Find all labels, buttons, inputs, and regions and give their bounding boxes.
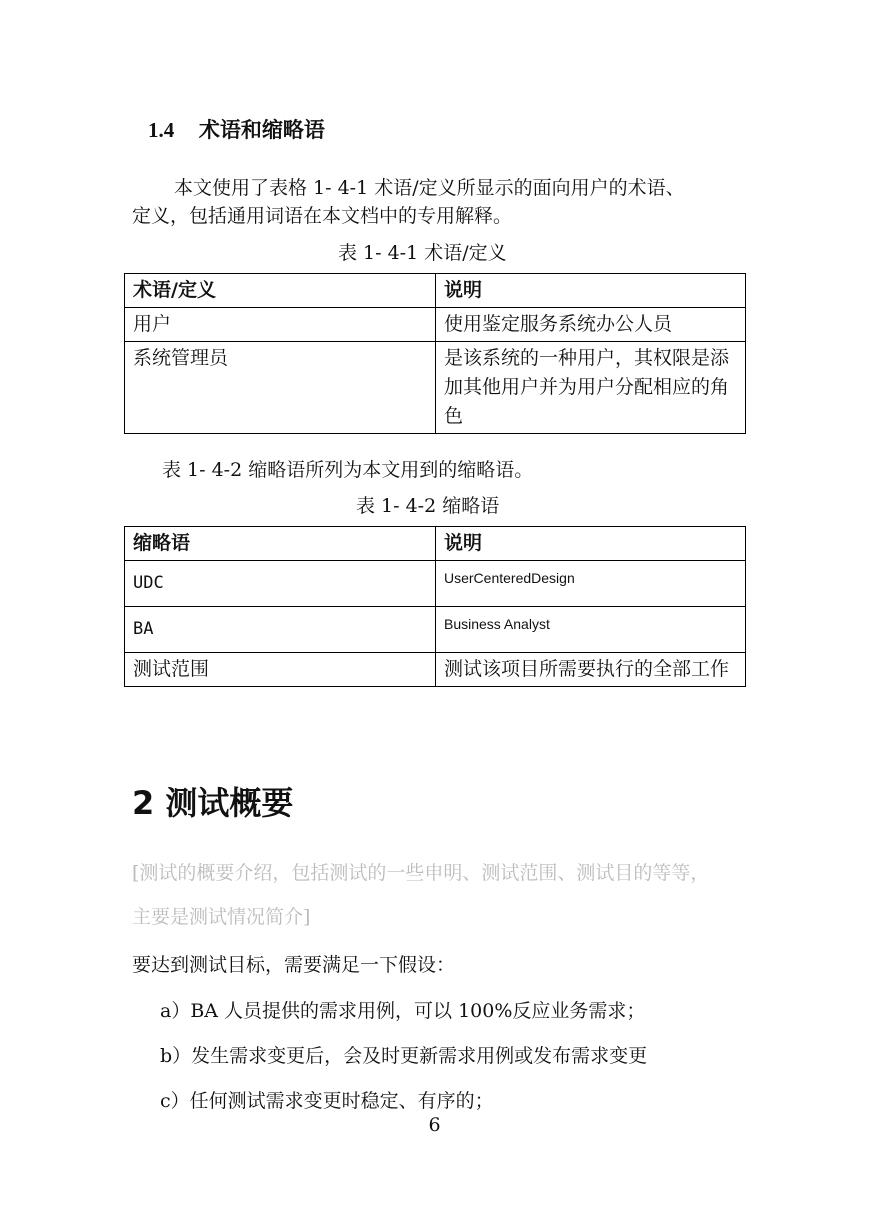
placeholder-note-line-2: 主要是测试情况简介] — [132, 906, 311, 928]
table-row — [125, 342, 746, 434]
section-heading-1-4 — [148, 114, 325, 144]
list-item — [160, 996, 645, 1023]
page-number: 6 — [428, 1114, 441, 1136]
list-text: BA 人员提供的需求用例，可以 100%反应业务需求； — [190, 1000, 646, 1022]
section-title: 术语和缩略语 — [198, 117, 325, 142]
header-cell-abbrev: 缩略语 — [125, 527, 436, 561]
table-cell: 测试范围 — [125, 653, 436, 687]
header-cell-desc: 说明 — [436, 274, 746, 308]
table-cell: 系统管理员 — [125, 342, 436, 434]
list-marker: a） — [160, 1000, 191, 1022]
table-header-row — [125, 527, 746, 561]
table-header-row — [125, 274, 746, 308]
table-cell: UserCenteredDesign — [436, 561, 746, 607]
intro-line-2: 定义，包括通用词语在本文档中的专用解释。 — [132, 205, 513, 227]
table-cell: 是该系统的一种用户，其权限是添加其他用户并为用户分配相应的角色 — [436, 342, 746, 434]
section-number: 1.4 — [148, 118, 175, 142]
list-item — [160, 1041, 647, 1068]
table-cell: 使用鉴定服务系统办公人员 — [436, 308, 746, 342]
table-row — [125, 653, 746, 687]
table-cell: Business Analyst — [436, 607, 746, 653]
table-cell: BA — [125, 607, 436, 653]
table-cell: 测试该项目所需要执行的全部工作 — [436, 653, 746, 687]
intro-line-1: 本文使用了表格 1- 4-1 术语/定义所显示的面向用户的术语、 — [174, 177, 685, 199]
table-row — [125, 607, 746, 653]
table-row — [125, 561, 746, 607]
list-text: 发生需求变更后，会及时更新需求用例或发布需求变更 — [191, 1045, 648, 1067]
abbrev-intro-paragraph: 表 1- 4-2 缩略语所列为本文用到的缩略语。 — [162, 459, 534, 481]
header-cell-desc: 说明 — [436, 527, 746, 561]
list-marker: b） — [160, 1045, 192, 1067]
assumption-intro: 要达到测试目标，需要满足一下假设： — [132, 954, 456, 976]
list-item — [160, 1086, 494, 1113]
table1-caption: 表 1- 4-1 术语/定义 — [338, 242, 507, 264]
terms-table — [124, 273, 746, 434]
abbreviations-table — [124, 526, 746, 687]
header-cell-term: 术语/定义 — [125, 274, 436, 308]
list-text: 任何测试需求变更时稳定、有序的； — [189, 1090, 494, 1112]
table-cell: UDC — [125, 561, 436, 607]
table2-caption: 表 1- 4-2 缩略语 — [356, 495, 500, 517]
table-cell: 用户 — [125, 308, 436, 342]
list-marker: c） — [160, 1090, 190, 1112]
section-heading-2: 2 测试概要 — [132, 784, 294, 822]
table-row — [125, 308, 746, 342]
placeholder-note-line-1: [测试的概要介绍，包括测试的一些申明、测试范围、测试目的等等， — [132, 862, 710, 884]
